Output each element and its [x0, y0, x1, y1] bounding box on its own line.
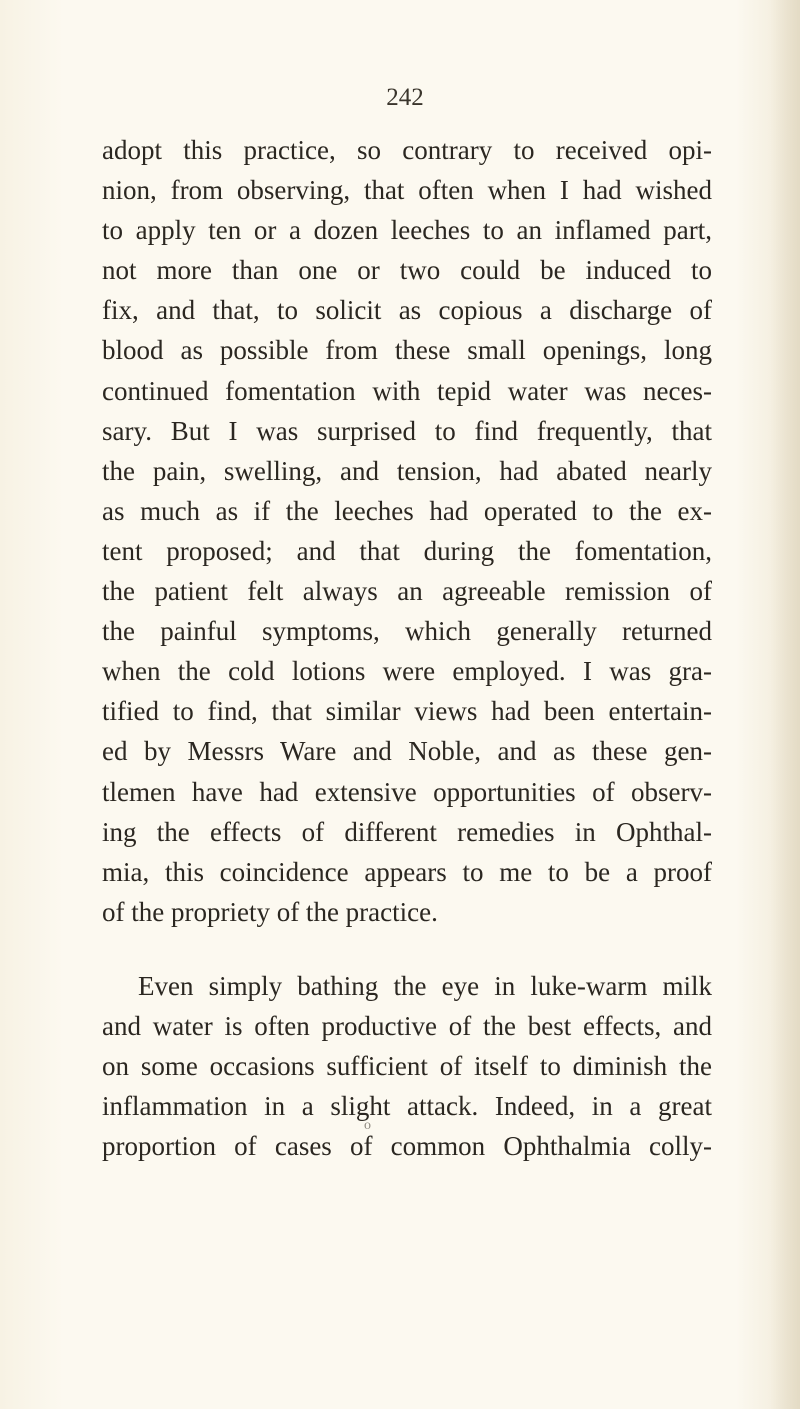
text-line: ing the effects of different remedies in Ophthal-: [102, 816, 712, 847]
text-line: when the cold lotions were employed. I was gra-: [102, 656, 712, 687]
text-line: tified to find, that similar views had been entertain-: [102, 696, 712, 727]
body-text: [102, 130, 712, 1166]
text-line: sary. But I was surprised to find frequently, that: [102, 415, 712, 446]
text-line: the pain, swelling, and tension, had abated nearly: [102, 455, 712, 486]
text-line: adopt this practice, so contrary to received opi-: [102, 135, 712, 165]
text-line: not more than one or two could be induced to: [102, 255, 712, 286]
text-line: nion, from observing, that often when I had wished: [102, 175, 712, 206]
text-line: mia, this coincidence appears to me to be a proof: [102, 856, 712, 887]
page-number: 242: [386, 84, 424, 111]
paragraph-gap: [102, 932, 712, 966]
page-edge-shadow: [770, 0, 800, 1409]
text-line: ed by Messrs Ware and Noble, and as these gen-: [102, 736, 712, 767]
text-line: Even simply bathing the eye in luke-warm milk: [138, 970, 712, 1001]
text-line: of the propriety of the practice.: [102, 896, 438, 927]
text-line: to apply ten or a dozen leeches to an inflamed part,: [102, 215, 712, 246]
text-line: and water is often productive of the best effects, and: [102, 1010, 712, 1041]
text-line: tlemen have had extensive opportunities of observ-: [102, 776, 712, 807]
text-line: proportion of cases of common Ophthalmia colly-: [102, 1131, 712, 1162]
text-line: inflammation in a slight attack. Indeed, in a great: [102, 1091, 712, 1122]
footer-mark: o: [364, 1118, 371, 1133]
paragraph-1: [102, 130, 712, 932]
text-line: blood as possible from these small openings, long: [102, 335, 712, 366]
text-line: as much as if the leeches had operated to the ex-: [102, 495, 712, 526]
text-line: fix, and that, to solicit as copious a discharge of: [102, 295, 712, 326]
text-line: the painful symptoms, which generally returned: [102, 616, 712, 647]
text-line: on some occasions sufficient of itself to diminish the: [102, 1051, 712, 1082]
text-line: continued fomentation with tepid water was neces-: [102, 375, 712, 406]
text-line: the patient felt always an agreeable remission of: [102, 576, 712, 607]
paragraph-2: [102, 966, 712, 1166]
text-line: tent proposed; and that during the fomentation,: [102, 535, 712, 566]
